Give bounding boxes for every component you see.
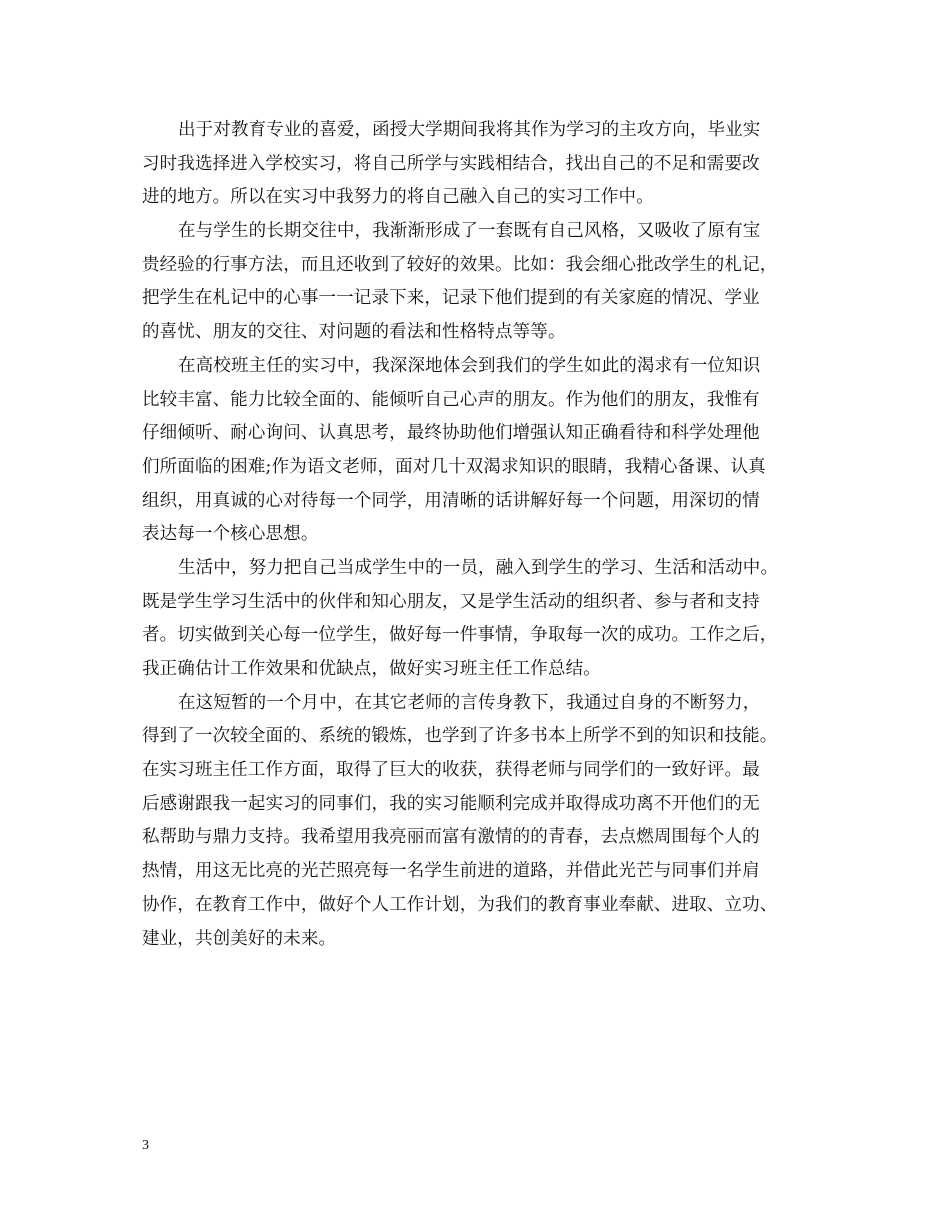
- text-line: 后感谢跟我一起实习的同事们，我的实习能顺利完成并取得成功离不开他们的无: [142, 793, 760, 814]
- paragraph-4: [142, 552, 832, 687]
- text-line: 者。切实做到关心每一位学生，做好每一件事情，争取每一次的成功。工作之后，: [142, 625, 778, 646]
- text-line: 生活中，努力把自己当成学生中的一员，融入到学生的学习、生活和活动中。: [178, 557, 779, 578]
- text-line: 出于对教育专业的喜爱，函授大学期间我将其作为学习的主攻方向，毕业实: [178, 120, 761, 140]
- text-line: 表达每一个核心思想。: [142, 524, 319, 545]
- page-number: 3: [142, 1138, 149, 1153]
- document-body: [142, 114, 832, 956]
- paragraph-1: [142, 114, 832, 215]
- paragraph-2: [142, 215, 832, 350]
- text-line: 比较丰富、能力比较全面的、能倾听自己心声的朋友。作为他们的朋友，我惟有: [142, 389, 760, 410]
- text-line: 在这短暂的一个月中，在其它老师的言传身教下，我通过自身的不断努力，: [178, 692, 761, 713]
- text-line: 在高校班主任的实习中，我深深地体会到我们的学生如此的渴求有一位知识: [178, 355, 761, 376]
- paragraph-5: [142, 687, 832, 957]
- text-line: 建业，共创美好的未来。: [142, 928, 337, 949]
- text-line: 习时我选择进入学校实习，将自己所学与实践相结合，找出自己的不足和需要改: [142, 153, 760, 174]
- text-line: 协作，在教育工作中，做好个人工作计划，为我们的教育事业奉献、进取、立功、: [142, 894, 778, 915]
- text-line: 我正确估计工作效果和优缺点，做好实习班主任工作总结。: [142, 659, 601, 679]
- text-line: 进的地方。所以在实习中我努力的将自己融入自己的实习工作中。: [142, 187, 654, 208]
- text-line: 既是学生学习生活中的伙伴和知心朋友，又是学生活动的组织者、参与者和支持: [142, 591, 760, 612]
- text-line: 把学生在札记中的心事一一记录下来，记录下他们提到的有关家庭的情况、学业: [142, 288, 760, 309]
- text-line: 私帮助与鼎力支持。我希望用我亮丽而富有激情的的青春，去点燃周围每个人的: [142, 827, 760, 848]
- text-line: 们所面临的困难;作为语文老师，面对几十双渴求知识的眼睛，我精心备课、认真: [142, 456, 766, 477]
- text-line: 仔细倾听、耐心询问、认真思考，最终协助他们增强认知正确看待和科学处理他: [142, 423, 760, 444]
- text-line: 组织，用真诚的心对待每一个同学，用清晰的话讲解好每一个问题，用深切的情: [142, 490, 760, 511]
- text-line: 贵经验的行事方法，而且还收到了较好的效果。比如：我会细心批改学生的札记，: [142, 254, 778, 275]
- text-line: 的喜忧、朋友的交往、对问题的看法和性格特点等等。: [142, 322, 566, 343]
- text-line: 在与学生的长期交往中，我渐渐形成了一套既有自己风格，又吸收了原有宝: [178, 221, 761, 242]
- text-line: 热情，用这无比亮的光芒照亮每一名学生前进的道路，并借此光芒与同事们并肩: [142, 861, 760, 882]
- text-line: 得到了一次较全面的、系统的锻炼，也学到了许多书本上所学不到的知识和技能。: [142, 726, 778, 747]
- text-line: 在实习班主任工作方面，取得了巨大的收获，获得老师与同学们的一致好评。最: [142, 760, 760, 781]
- paragraph-3: [142, 350, 832, 552]
